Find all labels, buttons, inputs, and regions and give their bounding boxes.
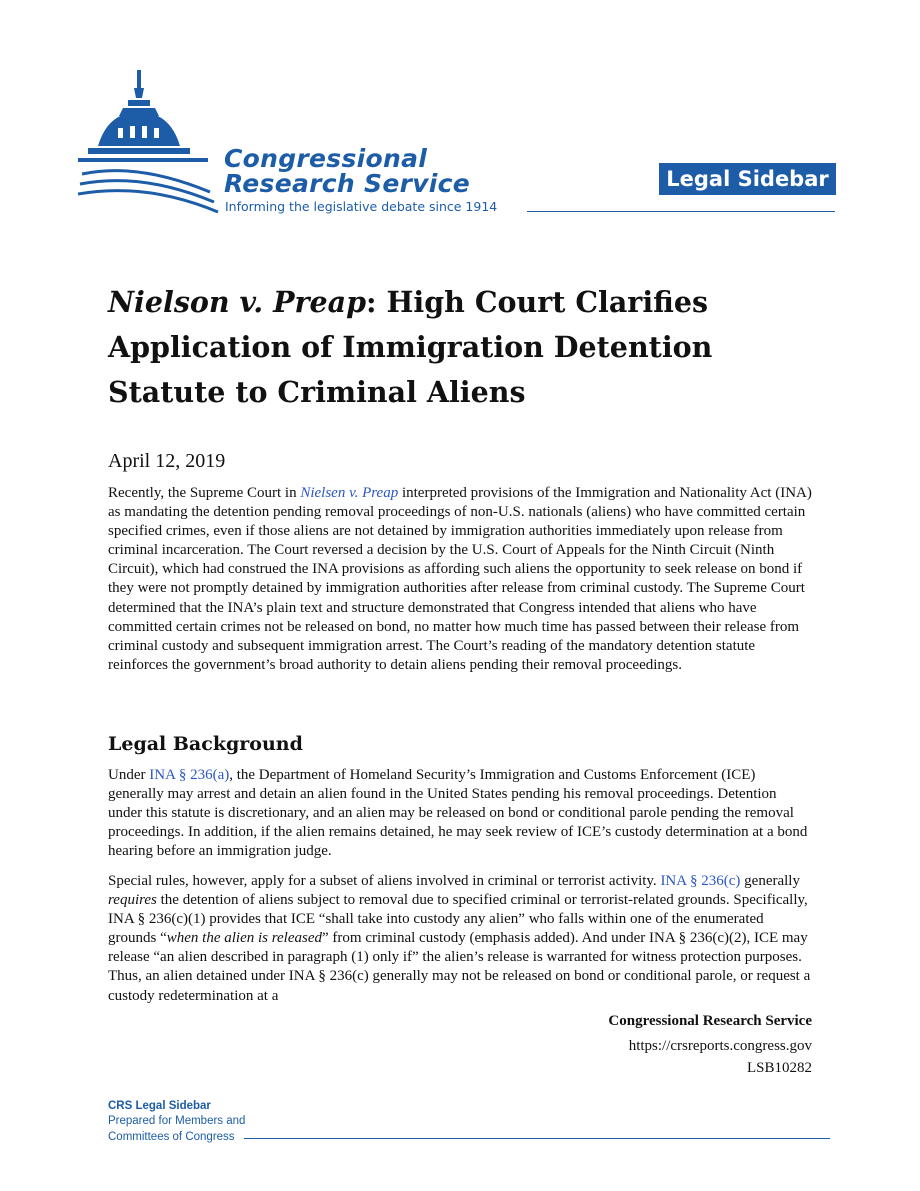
footer-org: Congressional Research Service [608,1013,812,1029]
bg1-text-rest: , the Department of Homeland Security’s Immigration and Customs Enforcement (ICE) generally may arrest and detain an alien found in the United States pending his removal proceedings. Detention under this statute is discretionary, and an alien may be released on bond or conditional parole pending the removal proceedings. In addition, if the alien remains detained, he may seek review of ICE’s custody determination at a bond hearing before an immigration judge. [108,767,808,860]
bg2-emphasis-quote: when the alien is released [166,930,322,947]
intro-text-rest: interpreted provisions of the Immigration and Nationality Act (INA) as mandating the detention pending removal proceedings of non-U.S. nationals (aliens) who have committed certain specified crimes, even if those aliens are not detained by immigration authorities immediately upon release from criminal incarceration. The Court reversed a decision by the U.S. Court of Appeals for the Ninth Circuit (Ninth Circuit), which had construed the INA provisions as affording such aliens the opportunity to seek release on bond if they were not promptly detained by immigration authorities after release from criminal custody. The Supreme Court determined that the INA’s plain text and structure demonstrated that Congress intended that aliens who have committed certain crimes not be released on bond, no matter how much time has passed between their release from criminal custody and subsequent immigration arrest. The Court’s reading of the mandatory detention statute reinforces the government’s broad authority to detain aliens pending their removal proceedings. [108,485,812,673]
title-case-name: Nielson v. Preap [108,285,367,319]
tagline-rule [527,211,835,212]
ina-236a-link[interactable]: INA § 236(a) [149,767,230,783]
bg2-text-mid1: generally [740,873,800,889]
org-name-line2: Research Service [224,169,471,198]
ina-236c-link[interactable]: INA § 236(c) [660,873,741,889]
title-rest: : High Court Clarifies Application of Immigration Detention Statute to Criminal Aliens [108,285,713,409]
capitol-dome-icon [78,62,223,222]
intro-text-start: Recently, the Supreme Court in [108,485,301,501]
background-paragraph-1 [108,766,813,861]
publication-date: April 12, 2019 [108,450,226,472]
footer-report-id: LSB10282 [746,1060,812,1076]
bg2-emphasis-requires: requires [108,892,157,909]
footer-prepared-line2: Committees of Congress [108,1131,235,1143]
background-paragraph-2 [108,872,813,1006]
footer-rule [244,1138,830,1139]
document-title [108,280,828,415]
org-name-line1: Congressional [224,144,428,173]
section-heading: Legal Background [108,733,303,755]
bg1-text-start: Under [108,767,150,783]
bg2-text-mid2: the detention of aliens subject to removal due to specified criminal or terrorist-related grounds. Specifically, INA § 236(c)(1) provides that ICE “shall take into custody any alien” who falls within one of the enumerated grounds “ [108,892,808,947]
bg2-text-start: Special rules, however, apply for a subset of aliens involved in criminal or terrorist activity. [108,873,661,889]
bg2-text-rest: ” from criminal custody (emphasis added). And under INA § 236(c)(2), ICE may release “an alien described in paragraph (1) only if” the alien’s release is warranted for witness protection purposes. Thus, an alien detained under INA § 236(c) generally may not be released on bond or conditional parole, or request a custody redetermination at a [108,930,811,1004]
intro-paragraph [108,484,813,675]
tagline: Informing the legislative debate since 1914 [225,199,498,214]
crs-logo [78,62,548,222]
nielsen-v-preap-link[interactable]: Nielsen v. Preap [300,485,399,501]
footer-series: CRS Legal Sidebar [108,1100,211,1112]
footer-prepared-line1: Prepared for Members and [108,1115,246,1127]
legal-sidebar-badge: Legal Sidebar [659,163,836,195]
footer-url: https://crsreports.congress.gov [628,1038,812,1054]
